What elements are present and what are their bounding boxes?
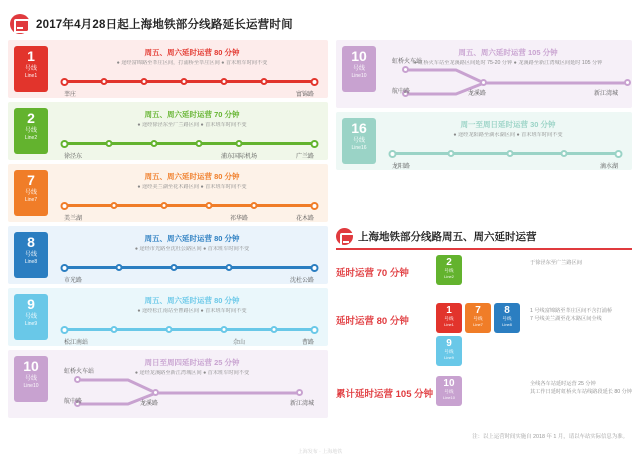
terminus-label-left: 龙阳路 <box>392 164 411 170</box>
summary-note-line: 于徐泾东至广兰路区间 <box>530 260 582 266</box>
summary-row-label: 延时运营 70 分钟 <box>336 268 409 279</box>
notice-detail: ● 途经富锦路至莘庄区间，打浦桥至莘庄区间 ● 首末班车时间不变 <box>116 60 268 66</box>
summary-line-badge[interactable] <box>436 376 462 406</box>
page-title: 2017年4月28日起上海地铁部分线路延长运营时间 <box>36 19 293 31</box>
line-suffix-cn: 号线 <box>473 316 483 321</box>
station-dot[interactable] <box>111 326 118 333</box>
station-dot[interactable] <box>116 264 123 271</box>
station-dot-branch-top[interactable] <box>402 66 409 73</box>
summary-divider <box>336 248 632 250</box>
line-suffix-en: Line9 <box>24 321 38 327</box>
summary-note-line: 全线各车站延时运营 25 分钟 <box>529 381 596 387</box>
station-dot[interactable] <box>261 78 268 85</box>
station-dot[interactable] <box>61 326 69 334</box>
延时-notice: 周日至周四延时运营 25 分钟 <box>144 358 240 367</box>
line-suffix-cn: 号线 <box>352 66 365 72</box>
terminus-label-left: 徐泾东 <box>64 154 83 160</box>
station-dot[interactable] <box>111 202 118 209</box>
line-suffix-cn: 号线 <box>24 66 37 72</box>
line-suffix-en: Line10 <box>23 383 39 389</box>
line-rail <box>64 204 314 207</box>
station-dot[interactable] <box>221 78 228 85</box>
summary-panel <box>336 228 632 414</box>
station-dot[interactable] <box>447 150 454 157</box>
summary-row-label: 累计延时运营 105 分钟 <box>336 389 434 400</box>
station-dot[interactable] <box>101 78 108 85</box>
line-suffix-cn: 号线 <box>24 190 37 196</box>
station-dot[interactable] <box>389 150 397 158</box>
summary-rows <box>336 255 632 414</box>
line-rail <box>64 142 314 145</box>
line-track <box>64 262 314 284</box>
station-label-mid: 浦东国际机场 <box>220 154 258 160</box>
line-suffix-en: Line8 <box>502 322 512 327</box>
metro-logo-icon <box>10 14 30 34</box>
line-suffix-en: Line2 <box>444 274 454 279</box>
station-dot[interactable] <box>615 150 623 158</box>
station-dot[interactable] <box>151 140 158 147</box>
summary-note-line: 7 号线美兰湖至花木路区间全线 <box>530 316 602 322</box>
branch-label-bottom: 航中路 <box>392 89 411 95</box>
station-dot[interactable] <box>171 264 178 271</box>
line-suffix-en: Line7 <box>473 322 483 327</box>
line-suffix-cn: 号线 <box>444 316 454 321</box>
line-number: 8 <box>504 305 510 316</box>
line-number: 8 <box>27 234 35 250</box>
line-card-line10-left[interactable] <box>8 350 328 418</box>
line-card-line1[interactable] <box>8 40 328 98</box>
line-number: 1 <box>27 48 35 64</box>
terminus-label-right: 曹路 <box>301 340 314 346</box>
station-dot-terminus[interactable] <box>624 79 631 86</box>
station-dot-junction[interactable] <box>152 389 159 396</box>
line-suffix-cn: 号线 <box>24 314 37 320</box>
line-track <box>392 148 618 170</box>
延时-notice: 周五、周六延时运营 70 分钟 <box>144 110 240 119</box>
line-suffix-en: Line10 <box>351 73 367 79</box>
line-badge <box>14 232 48 278</box>
summary-row-note <box>526 376 632 396</box>
summary-row-badges <box>436 303 526 366</box>
line-badge <box>342 46 376 92</box>
terminus-label-right: 富锦路 <box>295 92 314 98</box>
summary-row-note <box>526 255 632 267</box>
line-number: 16 <box>351 120 367 136</box>
line-badge <box>14 46 48 92</box>
terminus-label-left: 市光路 <box>64 278 83 284</box>
line-suffix-en: Line16 <box>351 145 367 151</box>
station-dot[interactable] <box>271 326 278 333</box>
line-track <box>64 200 314 222</box>
line-rail <box>64 266 314 269</box>
line-card-line7[interactable] <box>8 164 328 222</box>
notice-detail: ● 途经松江南站至曹路区间 ● 首末班车时间不变 <box>137 308 247 314</box>
metro-logo-icon <box>336 228 353 245</box>
terminus-label-right: 广兰路 <box>295 154 314 160</box>
summary-header <box>336 228 632 245</box>
line-card-line8[interactable] <box>8 226 328 284</box>
junction-label: 龙溪路 <box>140 401 159 407</box>
line-number: 9 <box>446 338 452 349</box>
station-dot[interactable] <box>206 202 213 209</box>
summary-row <box>336 303 632 366</box>
summary-row <box>336 255 632 293</box>
line-suffix-en: Line10 <box>442 395 455 400</box>
延时-notice: 周五、周六延时运营 80 分钟 <box>144 234 240 243</box>
line-suffix-cn: 号线 <box>444 268 454 273</box>
line-number: 10 <box>351 48 367 64</box>
line-number: 9 <box>27 296 35 312</box>
station-dot[interactable] <box>560 150 567 157</box>
branch-rail <box>64 374 314 408</box>
line-suffix-en: Line8 <box>24 259 38 265</box>
延时-notice: 周一至周日延时运营 30 分钟 <box>460 120 556 129</box>
line-suffix-cn: 号线 <box>24 252 37 258</box>
line-badge <box>14 294 48 340</box>
station-dot[interactable] <box>311 140 319 148</box>
notice-detail: ● 途经美兰湖至花木路区间 ● 首末班车时间不变 <box>137 184 247 190</box>
notice-detail: ● 途经龙溪路至新江湾城区间 ● 首末班车时间不变 <box>134 370 250 376</box>
station-dot[interactable] <box>311 202 319 210</box>
line-suffix-cn: 号线 <box>444 349 454 354</box>
line-number: 2 <box>446 257 452 268</box>
page-header <box>10 14 293 34</box>
line-suffix-en: Line7 <box>24 197 38 203</box>
line-badge <box>14 108 48 154</box>
terminus-label-right: 新江湾城 <box>593 91 618 97</box>
station-dot[interactable] <box>196 140 203 147</box>
terminus-label-right: 滴水湖 <box>599 164 618 170</box>
line-suffix-cn: 号线 <box>502 316 512 321</box>
line-number: 1 <box>446 305 452 316</box>
line-suffix-en: Line2 <box>24 135 38 141</box>
line-suffix-cn: 号线 <box>444 389 454 394</box>
footnote: 注：以上运营时间实施自 2018 年 1 月，请以车站实际信息为准。 <box>472 434 628 440</box>
summary-row-label: 延时运营 80 分钟 <box>336 316 409 327</box>
summary-row-badges <box>436 376 526 406</box>
station-dot[interactable] <box>141 78 148 85</box>
line-track <box>64 76 314 98</box>
line-number: 10 <box>23 358 39 374</box>
notice-detail: ● 途经龙阳路至滴水湖区间 ● 首末班车时间不变 <box>453 132 563 138</box>
line-number: 2 <box>27 110 35 126</box>
line-suffix-cn: 号线 <box>24 128 37 134</box>
line-number: 7 <box>27 172 35 188</box>
station-dot[interactable] <box>161 202 168 209</box>
line-card-line9[interactable] <box>8 288 328 346</box>
notice-detail: ● 途经徐泾东至广兰路区间 ● 首末班车时间不变 <box>137 122 247 128</box>
branch-label-bottom: 航中路 <box>64 399 83 405</box>
notice-detail: ● 虹桥火车站至龙溪路区间延时 75-20 分钟 ● 龙溪路至新江湾城区间延时 105 分钟 <box>413 60 603 66</box>
line-number: 7 <box>475 305 481 316</box>
terminus-label-left: 松江南站 <box>64 340 89 346</box>
station-dot[interactable] <box>236 140 243 147</box>
junction-label: 龙溪路 <box>468 91 487 97</box>
station-dot-junction[interactable] <box>480 79 487 86</box>
station-dot[interactable] <box>311 264 319 272</box>
summary-row-badges <box>436 255 526 285</box>
station-dot[interactable] <box>506 150 513 157</box>
summary-line-badge[interactable] <box>465 303 491 333</box>
station-dot[interactable] <box>251 202 258 209</box>
summary-line-badge[interactable] <box>436 303 462 333</box>
延时-notice: 周五、周六延时运营 80 分钟 <box>144 172 240 181</box>
line-track <box>64 138 314 160</box>
station-label-mid: 佘山 <box>232 340 246 346</box>
terminus-label-right: 花木路 <box>295 216 314 222</box>
line-badge <box>14 170 48 216</box>
station-dot[interactable] <box>61 140 69 148</box>
line-number: 10 <box>443 378 455 389</box>
line-suffix-en: Line1 <box>24 73 38 79</box>
station-dot[interactable] <box>61 264 69 272</box>
notice-detail: ● 途经市光路至沈杜公路区间 ● 首末班车时间不变 <box>134 246 250 252</box>
line-suffix-cn: 号线 <box>352 138 365 144</box>
line-card-line10-right[interactable] <box>336 40 632 108</box>
station-dot-terminus[interactable] <box>296 389 303 396</box>
station-dot[interactable] <box>166 326 173 333</box>
branch-label-top: 虹桥火车站 <box>392 59 423 65</box>
summary-row-note <box>526 303 632 323</box>
station-dot-branch-top[interactable] <box>74 376 81 383</box>
summary-line-badge[interactable] <box>436 336 462 366</box>
station-dot[interactable] <box>61 78 69 86</box>
line-rail <box>392 152 618 155</box>
terminus-label-left: 莘庄 <box>64 92 77 98</box>
line-badge <box>14 356 48 402</box>
station-dot[interactable] <box>221 326 228 333</box>
summary-row <box>336 376 632 414</box>
credit-line: 上海发布 · 上海地铁 <box>297 449 343 455</box>
summary-line-badge[interactable] <box>436 255 462 285</box>
station-dot[interactable] <box>311 78 319 86</box>
line-suffix-en: Line1 <box>444 322 454 327</box>
station-dot[interactable] <box>61 202 69 210</box>
line-card-line16[interactable] <box>336 112 632 170</box>
branch-label-top: 虹桥火车站 <box>64 369 95 375</box>
延时-notice: 周五、周六延时运营 80 分钟 <box>144 296 240 305</box>
line-suffix-cn: 号线 <box>24 376 37 382</box>
station-dot[interactable] <box>106 140 113 147</box>
terminus-label-right: 沈杜公路 <box>289 278 314 284</box>
延时-notice: 周五、周六延时运营 80 分钟 <box>144 48 240 57</box>
terminus-label-left: 美兰湖 <box>64 216 83 222</box>
line-card-line2[interactable] <box>8 102 328 160</box>
延时-notice: 周五、周六延时运营 105 分钟 <box>458 48 558 57</box>
summary-note-line: 1 号线富锦路至莘庄区间不含打浦桥 <box>530 308 613 314</box>
station-label-mid: 祁华路 <box>229 216 249 222</box>
line-badge <box>342 118 376 164</box>
terminus-label-right: 新江湾城 <box>289 401 314 407</box>
station-dot[interactable] <box>311 326 319 334</box>
left-line-column <box>8 40 328 422</box>
station-dot[interactable] <box>181 78 188 85</box>
right-line-column <box>336 40 632 174</box>
summary-note-line: 其工作日延时虹桥火车站线路段延长 80 分钟 <box>529 389 632 395</box>
summary-line-badge[interactable] <box>494 303 520 333</box>
line-suffix-en: Line9 <box>444 355 454 360</box>
station-dot[interactable] <box>226 264 233 271</box>
summary-title: 上海地铁部分线路周五、周六延时运营 <box>358 231 537 243</box>
line-track <box>64 324 314 346</box>
